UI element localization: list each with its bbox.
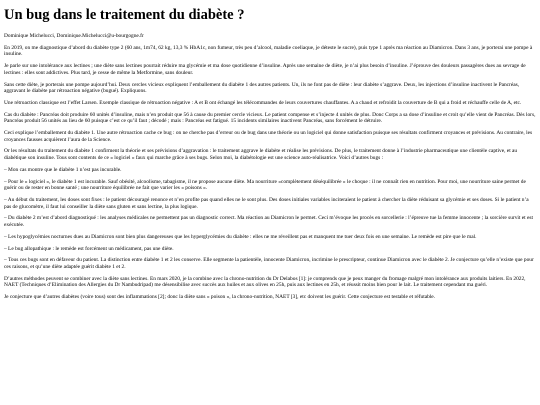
paragraph-16: Je conjecture que d’autres diabètes (voire tous) sont des inflammations [2]; donc la diète sans « poison », la chrono-nutrition, NAET [3], etc doivent les guérir. Cette conjecture est testable et réfutable. (4, 294, 436, 301)
paragraph-3: Sans cette diète, je porterais une pompe aujourd’hui. Deux cercles vicieux expliquent l’emballement du diabète 1 des autres patients. Un, ils ne font pas de diète : leur diabète s’aggrave. Deux, les injections d’insuline inactivent le Pancréas, aggravant le diabète par rétroaction négative (bugué). Expliquons. (4, 81, 520, 95)
paragraph-11: – Du diabète 2 m’est d’abord diagnostiqué : les analyses médicales ne permettent pas un diagnostic correct. Ma réaction au Diamicron le permet. Ceci m’évoque les procès en sorcellerie : l’épreuve tue la femme innocente ; la sorcière survit et est exécutée. (4, 215, 533, 228)
paragraph-6: Ceci explique l’emballement du diabète 1. Une autre rétroaction cache ce bug : on ne cherche pas d’erreur ou de bug dans une théorie ou un logiciel qui donne satisfaction puisque ses résultats confirment croyances et prévisions. Au contraire, les croyances fausses acquièrent l’aura de la Science. (4, 130, 533, 143)
paragraph-7: Or les résultats du traitement du diabète 1 confirment la théorie et ses prévisions d’aggravation : le traitement aggrave le diabète et réalise les prévisions. De plus, le traitement donne à l’industrie pharmaceutique une clientèle captive, et au diabétique son insuline. Tous sont contents de ce « logiciel » faux qui marche grâce à ses bugs. Selon moi, la diabétologie est une science auto-réalisatrice. Voici d’autres bugs : (4, 148, 518, 162)
page-title: Un bug dans le traitement du diabète ? (4, 7, 245, 23)
paragraph-4: Une rétroaction classique est l’effet Larsen. Exemple classique de rétroaction négative : A et B ont échangé les télécommandes de leurs couvertures chauffantes. A a chaud et refroidit la couverture de B qui a froid et réchauffe celle de A, etc. (4, 99, 522, 106)
paragraph-8: – Mon cas montre que le diabète 1 n’est pas incurable. (4, 166, 122, 173)
paragraph-14: – Tous ces bugs sont en défaveur du patient. La distinction entre diabète 1 et 2 les conserve. Elle segmente la patientèle, innocente Diamicron, incrimine le prescripteur, continue Diamicron avec le diabète 2. Je conjecture qu’elle n’existe que pour ces raisons, et qu’une diète adaptée guérit diabète 1 et 2. (4, 257, 534, 270)
paragraph-10: – Au début du traitement, les doses sont fixes : le patient découragé renonce et n’en profite pas quand elles ne le sont plus. Des doses initiales variables inciteraient le patient à chercher la diète réduisant sa glycémie et ses doses. Si le patient n’a pas de glucomètre, il faut lui conseiller la diète sans gluten et sans lectine, la plus logique. (4, 196, 529, 210)
paragraph-2: Je parle sur une intolérance aux lectines ; une diète sans lectines pourrait réduire ma glycémie et ma dose quotidienne d’insuline. Après une semaine de diète, je n’ai plus besoin d’insuline. J’éprouve des douleurs passagères dues au sevrage de lectines : elles sont addictives. Plus tard, je cesse de même la Metformine, sans douleur. (4, 63, 526, 76)
paragraph-9: – Pour le « logiciel », le diabète 1 est incurable. Sauf obésité, alcoolisme, tabagisme, il ne propose aucune diète. Ma nourriture «complètement déséquilibrée » le choque : il ne connaît rien en nutrition. Pour moi, une nourriture saine permet de guérir ou de rester en bonne santé ; une nourriture équilibrée ne fait que varier les « poisons ». (4, 178, 526, 192)
paragraph-15: D’autres méthodes peuvent se combiner avec la diète sans lectines. En mars 2020, je la combine avec la chrono-nutrition du Dr Delabos [1]: je comprends que je peux manger du fromage malgré mon intolérance aux produits laitiers. En 2022, NAET (Techniques d’Elimination des Allergies du Dr Nambudripad) me désensibilise avec succès aux huiles et aux olives en 25h, puis aux lectines en 25h, et réussit moins bien pour le lait. Le traitement cependant ma guéri. (4, 275, 526, 289)
paragraph-13: – Le bug allopathique : le remède est forcément un médicament, pas une diète. (4, 245, 174, 252)
paragraph-1: En 2019, on me diagnostique d’abord du diabète type 2 (60 ans, 1m74, 62 kg, 13,3 % HbA1c, non fumeur, très peu d’alcool, maladie coeliaque, je déteste le sucre), puis type 1 après ma réaction au Diamicron. Dans 3 ans, je porterai une pompe à insuline. (4, 44, 533, 58)
author-line: Dominique Michelucci, Dominique.Michelucci@u-bourgogne.fr (4, 33, 144, 39)
paragraph-5: Cas du diabète : Pancréas doit produire 60 unités d’insuline, mais n’en produit que 56 à cause du premier cercle vicieux. Le patient compense et s’injecte 4 unités de plus. Donc Corps a sa dose d’insuline et croit qu’elle vient de Pancréas. Dès lors, Pancréas produit 56 unités au lieu de 60 puisque c’est ce qu’il faut ; décodé ; mais : Pancréas est fatigué. 15 incidents similaires inactivent Pancréas, sans forcément le détruire. (4, 111, 536, 125)
paragraph-12: – Les hypoglycémies nocturnes dues au Diamicron sont bien plus dangereuses que les hyperglycémies du diabète : elles ne me réveillent pas et manquent me tuer deux fois en une semaine. Le remède est pire que le mal. (4, 233, 477, 240)
